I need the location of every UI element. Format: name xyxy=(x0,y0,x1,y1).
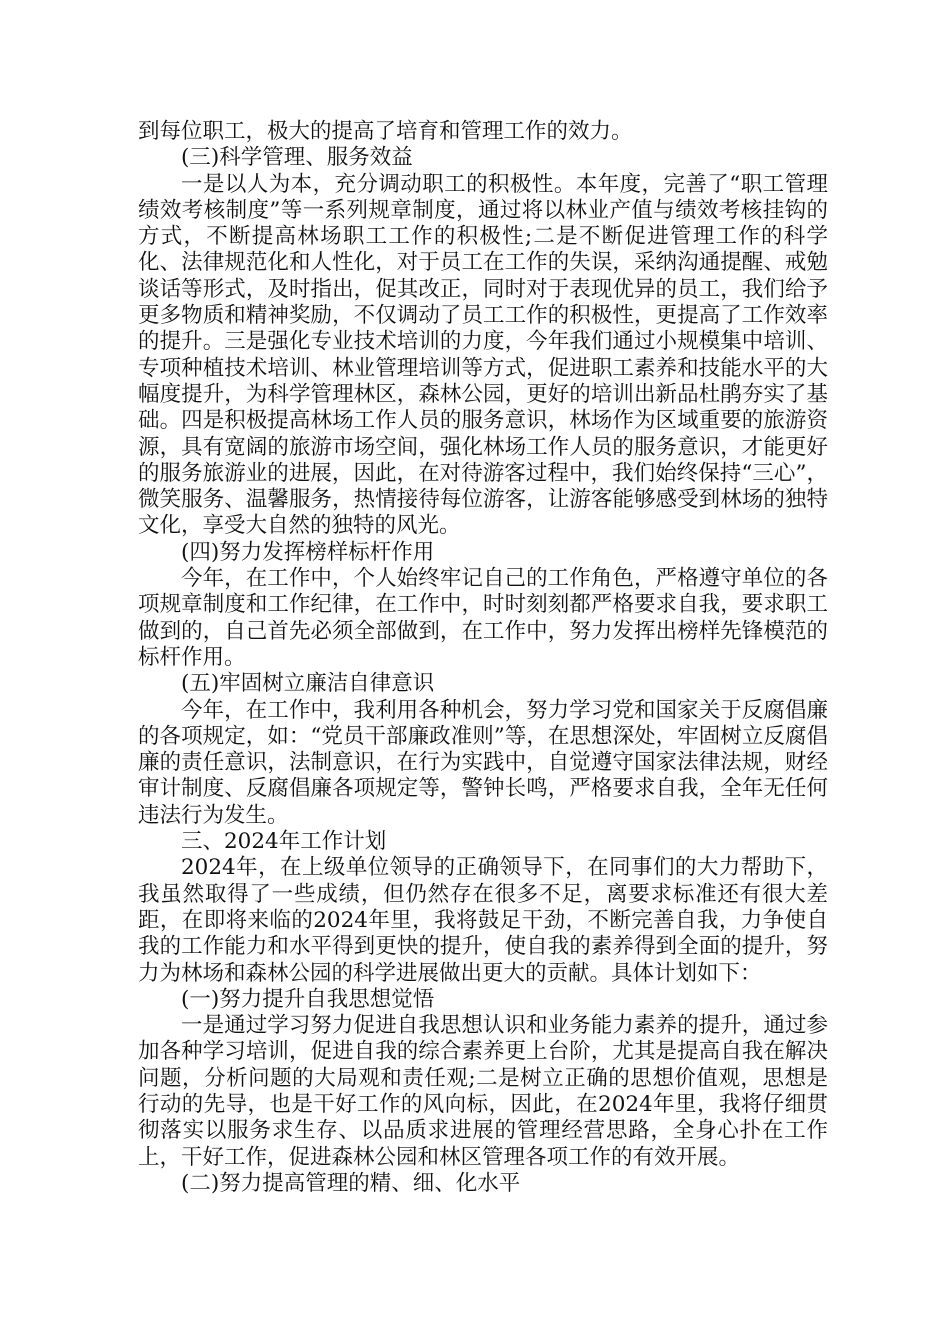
chapter-heading-work-plan: 三、2024年工作计划 xyxy=(181,829,387,855)
paragraph-plan-intro: 2024年，在上级单位领导的正确领导下，在同事们的大力帮助下，我虽然取得了一些成绩，但仍然存在很多不足，离要求标准还有很大差距，在即将来临的2024年里，我将鼓足干劲，不断完善自我，力争使自我的工作能力和水平得到更快的提升，使自我的素养得到全面的提升，努力为林场和森林公园的科学进展做出更大的贡献。具体计划如下： xyxy=(138,855,828,986)
paragraph-continuation: 到每位职工，极大的提高了培育和管理工作的效力。 xyxy=(138,119,633,144)
section-heading-3: (三)科学管理、服务效益 xyxy=(181,145,413,171)
section-heading-plan-2: (二)努力提高管理的精、细、化水平 xyxy=(181,1170,521,1196)
section-heading-4: (四)努力发挥榜样标杆作用 xyxy=(181,539,435,565)
section-heading-5: (五)牢固树立廉洁自律意识 xyxy=(181,671,435,697)
paragraph-integrity: 今年，在工作中，我利用各种机会，努力学习党和国家关于反腐倡廉的各项规定，如：“党员干部廉政准则”等，在思想深处，牢固树立反腐倡廉的责任意识，法制意识，在行为实践中，自觉遵守国家法律法规，财经审计制度、反腐倡廉各项规定等，警钟长鸣，严格要求自我，全年无任何违法行为发生。 xyxy=(138,697,828,828)
document-body xyxy=(138,119,828,1197)
paragraph-ideology: 一是通过学习努力促进自我思想认识和业务能力素养的提升，通过参加各种学习培训，促进自我的综合素养更上台阶，尤其是提高自我在解决问题，分析问题的大局观和责任观;二是树立正确的思想价值观，思想是行动的先导，也是干好工作的风向标，因此，在2024年里，我将仔细贯彻落实以服务求生存、以品质求进展的管理经营思路，全身心扑在工作上，干好工作，促进森林公园和林区管理各项工作的有效开展。 xyxy=(138,1013,828,1170)
paragraph-scientific-management: 一是以人为本，充分调动职工的积极性。本年度，完善了“职工管理绩效考核制度”等一系列规章制度，通过将以林业产值与绩效考核挂钩的方式，不断提高林场职工工作的积极性;二是不断促进管理工作的科学化、法律规范化和人性化，对于员工在工作的失误，采纳沟通提醒、戒勉谈话等形式，及时指出，促其改正，同时对于表现优异的员工，我们给予更多物质和精神奖励，不仅调动了员工工作的积极性，更提高了工作效率的提升。三是强化专业技术培训的力度，今年我们通过小规模集中培训、专项种植技术培训、林业管理培训等方式，促进职工素养和技能水平的大幅度提升，为科学管理林区，森林公园，更好的培训出新品杜鹃夯实了基础。四是积极提高林场工作人员的服务意识，林场作为区域重要的旅游资源，具有宽阔的旅游市场空间，强化林场工作人员的服务意识，才能更好的服务旅游业的进展，因此，在对待游客过程中，我们始终保持“三心”，微笑服务、温馨服务，热情接待每位游客，让游客能够感受到林场的独特文化，享受大自然的独特的风光。 xyxy=(138,171,828,539)
paragraph-role-model: 今年，在工作中，个人始终牢记自己的工作角色，严格遵守单位的各项规章制度和工作纪律，在工作中，时时刻刻都严格要求自我，要求职工做到的，自己首先必须全部做到，在工作中，努力发挥出榜样先锋模范的标杆作用。 xyxy=(138,566,828,670)
section-heading-plan-1: (一)努力提升自我思想觉悟 xyxy=(181,986,435,1012)
